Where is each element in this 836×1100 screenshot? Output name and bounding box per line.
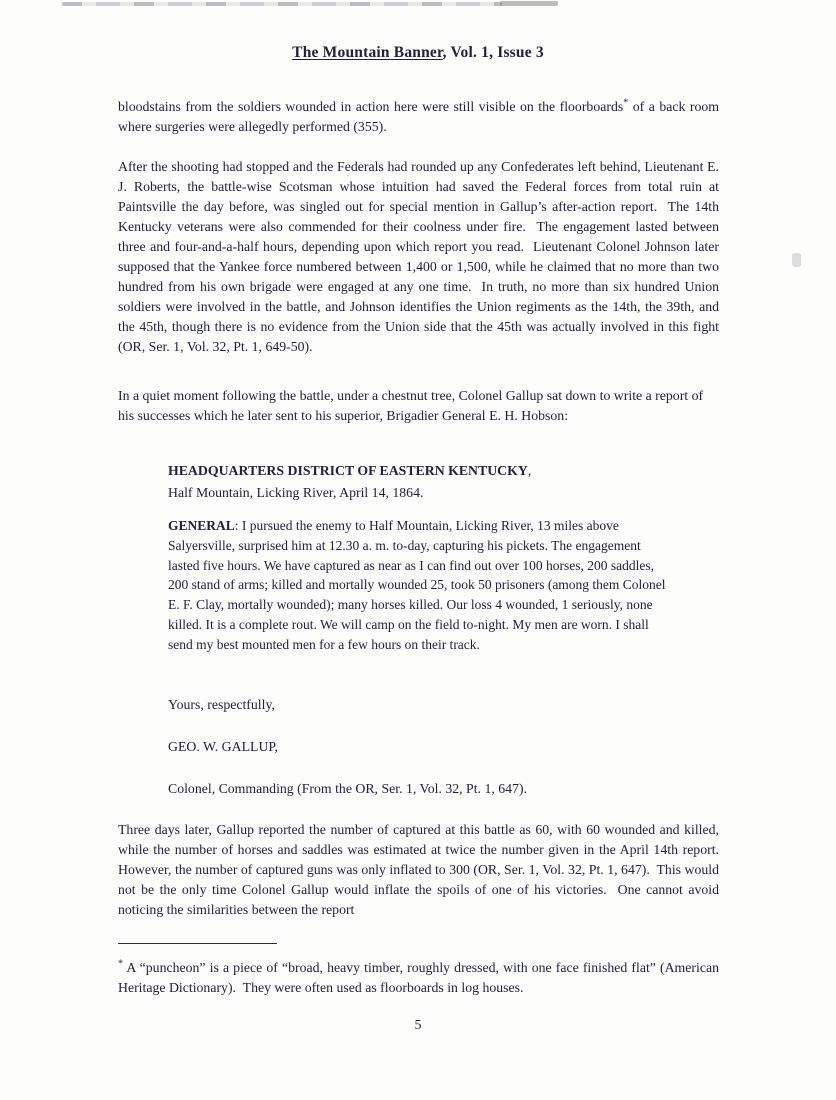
letter-dateline: Half Mountain, Licking River, April 14, 1864. (168, 485, 424, 500)
paragraph-bloodstains-text: bloodstains from the soldiers wounded in action here were still visible on the floorboards (118, 99, 624, 114)
page-number: 5 (414, 1018, 422, 1033)
scan-artifact-top-strip (62, 2, 502, 6)
page-title (0, 44, 836, 62)
letter-heading-text: HEADQUARTERS DISTRICT OF EASTERN KENTUCKY (168, 463, 528, 478)
issue-info: , Vol. 1, Issue 3 (442, 44, 544, 61)
letter-signature-title: Colonel, Commanding (From the OR, Ser. 1, Vol. 32, Pt. 1, 647). (168, 781, 527, 796)
letter-body (168, 516, 673, 655)
footnote-text: A “puncheon” is a piece of “broad, heavy timber, roughly dressed, with one face finished flat” (American Heritage Dictionary). They were often used as floorboards in log houses. (118, 960, 723, 995)
letter-heading-comma: , (527, 463, 532, 478)
letter-closing: Yours, respectfully, (168, 697, 275, 712)
letter-body-text: : I pursued the enemy to Half Mountain, Licking River, 13 miles above Salyersville, surprised him at 12.30 a. m. to-day, capturing his pickets. The engagement lasted five hours. We have captured as near as I can find out over 100 horses, 200 saddles, 200 stand of arms; killed and mortally wounded 25, took 50 prisoners (among them Colonel E. F. Clay, mortally wounded); many horses killed. Our loss 4 wounded, 1 seriously, none killed. It is a complete rout. We will camp on the field to-night. My men are worn. I shall send my best mounted men for a few hours on their track. (168, 518, 669, 652)
letter-heading (168, 461, 673, 481)
paragraph-three-days-later: Three days later, Gallup reported the number of captured at this battle as 60, with 60 wounded and killed, while the number of horses and saddles was estimated at twice the number given in the April 14th report. However, the number of captured guns was only inflated to 300 (OR, Ser. 1, Vol. 32, Pt. 1, 647). This would not be the only time Colonel Gallup would inflate the spoils of one of his victories. One cannot avoid noticing the similarities between the report (118, 822, 726, 917)
footnote (118, 958, 723, 998)
paragraph-bloodstains (118, 97, 723, 137)
scan-artifact-top-blob (500, 1, 558, 6)
paragraph-after-shooting: After the shooting had stopped and the Federals had rounded up any Confederates left behind, Lieutenant E. J. Roberts, the battle-wise Scotsman whose intuition had saved the Federal forces from total ruin at Paintsville the day before, was singled out for special mention in Gallup’s after-action report. The 14th Kentucky veterans were also commended for their coolness under fire. The engagement lasted between three and four-and-a-half hours, depending upon which report you read. Lieutenant Colonel Johnson later supposed that the Yankee force numbered between 1,400 or 1,500, while he claimed that no more than two hundred from his own brigade were engaged at any one time. In truth, no more than six hundred Union soldiers were involved in the battle, and Johnson identifies the Union regiments as the 14th, the 39th, and the 45th, though there is no evidence from the Union side that the 45th was actually involved in this fight (OR, Ser. 1, Vol. 32, Pt. 1, 649-50). (118, 159, 723, 354)
letter-salutation: GENERAL (168, 518, 235, 533)
paragraph-bloodstains-text-end: of a back room where surgeries were allegedly performed (355). (118, 99, 723, 134)
newsletter-name: The Mountain Banner (292, 44, 443, 61)
letter-signature: GEO. W. GALLUP, (168, 739, 278, 754)
footnote-separator-rule (118, 943, 277, 944)
scan-artifact-right-margin (792, 253, 801, 267)
footnote-marker-asterisk: * (118, 958, 123, 970)
paragraph-quiet-moment: In a quiet moment following the battle, under a chestnut tree, Colonel Gallup sat down to write a report of his successes which he later sent to his superior, Brigadier General E. H. Hobson: (118, 388, 707, 423)
footnote-reference-asterisk: * (623, 97, 629, 109)
